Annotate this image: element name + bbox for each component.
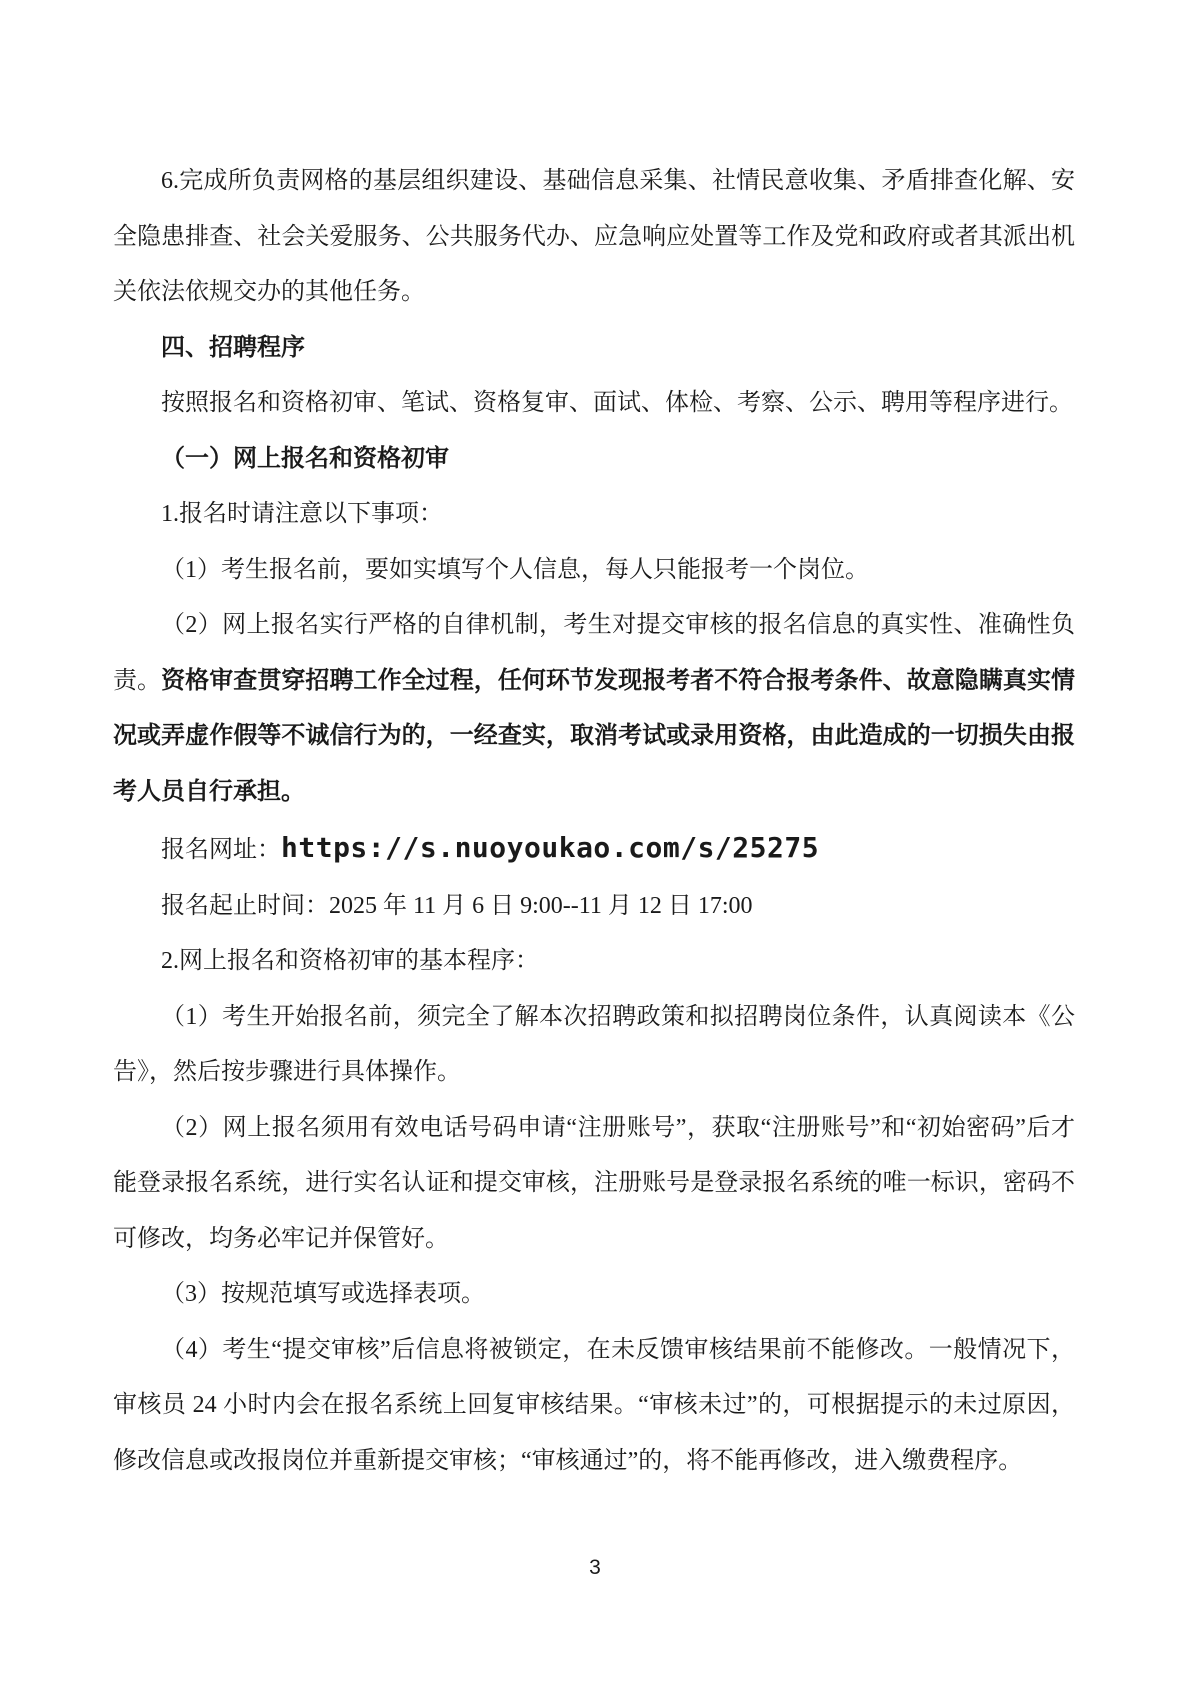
paragraph-note-2 [113,598,1075,820]
registration-url-link[interactable]: https://s.nuoyoukao.com/s/25275 [281,831,820,864]
paragraph-step-4: （4）考生“提交审核”后信息将被锁定，在未反馈审核结果前不能修改。一般情况下，审核员 24 小时内会在报名系统上回复审核结果。“审核未过”的，可根据提示的未过原因，修改信息或改报岗位并重新提交审核；“审核通过”的，将不能再修改，进入缴费程序。 [113,1336,1075,1474]
paragraph-step-1: （1）考生开始报名前，须完全了解本次招聘政策和拟招聘岗位条件，认真阅读本《公告》，然后按步骤进行具体操作。 [113,1003,1075,1085]
registration-url-label: 报名网址： [161,837,281,863]
heading-online-registration: （一）网上报名和资格初审 [161,445,449,472]
paragraph-registration-url [113,820,1075,879]
paragraph-procedure-overview: 按照报名和资格初审、笔试、资格复审、面试、体检、考察、公示、聘用等程序进行。 [161,390,1073,416]
paragraph-step-3: （3）按规范填写或选择表项。 [161,1281,485,1307]
paragraph-grid-duties: 6.完成所负责网格的基层组织建设、基础信息采集、社情民意收集、矛盾排查化解、安全隐患排查、社会关爱服务、公共服务代办、应急响应处置等工作及党和政府或者其派出机关依法依规交办的其他任务。 [113,168,1075,305]
paragraph-step-2: （2）网上报名须用有效电话号码申请“注册账号”，获取“注册账号”和“初始密码”后才能登录报名系统，进行实名认证和提交审核，注册账号是登录报名系统的唯一标识，密码不可修改，均务必牢记并保管好。 [113,1114,1075,1252]
heading-recruitment-procedure: 四、招聘程序 [161,334,305,361]
paragraph-notes-intro: 1.报名时请注意以下事项： [161,501,443,527]
page-number: 3 [589,1556,601,1579]
paragraph-basic-procedure-intro: 2.网上报名和资格初审的基本程序： [161,948,539,974]
paragraph-note-2-warning-text: 资格审查贯穿招聘工作全过程，任何环节发现报考者不符合报考条件、故意隐瞒真实情况或弄虚作假等不诚信行为的，一经查实，取消考试或录用资格，由此造成的一切损失由报考人员自行承担。 [113,667,1076,805]
paragraph-registration-time: 报名起止时间：2025 年 11 月 6 日 9:00--11 月 12 日 17:00 [161,892,753,919]
document-body [113,154,1075,1489]
paragraph-note-1: （1）考生报名前，要如实填写个人信息，每人只能报考一个岗位。 [161,556,869,583]
paragraph-note-2-text: （2）网上报名实行严格的自律机制，考生对提交审核的报名信息的真实性、准确性负责。 [113,612,1075,694]
